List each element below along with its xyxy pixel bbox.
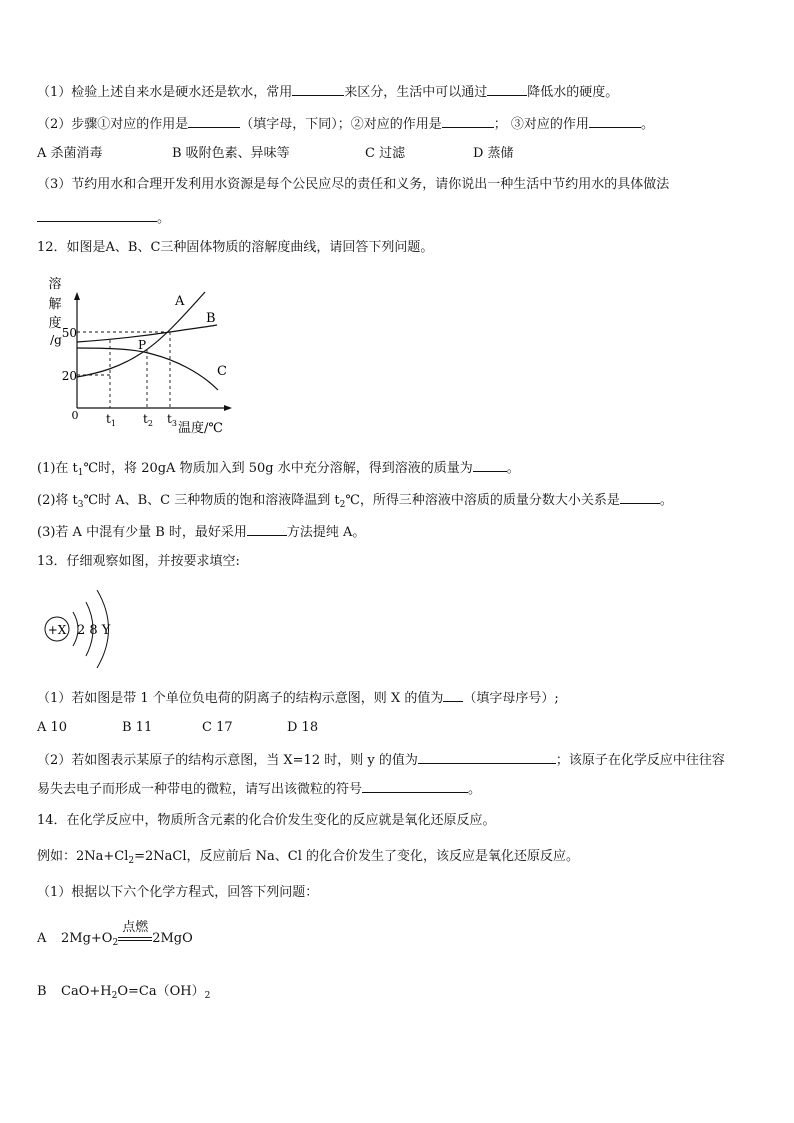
y-axis-label-char: 溶 [48,277,62,292]
q11-part1: （1）检验上述自来水是硬水还是软水，常用 来区分，生活中可以通过 降低水的硬度。 [37,82,618,102]
option-c: C 17 [202,720,233,735]
q11-part3-answer: 。 [37,208,170,228]
q13-title: 13．仔细观察如图，并按要求填空: [37,554,240,569]
option-a: A 10 [37,720,68,735]
point-p-label: P [138,338,147,352]
option-c: C 过滤 [365,146,406,161]
y-axis-label-char: 解 [48,297,62,312]
y-axis-label-char: 度 [48,316,62,331]
q12-part3: (3)若 A 中混有少量 B 时，最好采用 方法提纯 A。 [37,522,365,542]
x-axis-label: 温度/℃ [178,421,223,436]
answer-blank[interactable] [473,458,507,472]
nucleus-label: +X [47,623,67,637]
reaction-arrow [118,920,152,952]
q13-part2-cont: 易失去电子而形成一种带电的微粒，请写出该微粒的符号 。 [37,779,481,799]
answer-blank[interactable] [188,114,240,128]
y-tick-label: 20 [61,369,77,383]
answer-blank[interactable] [292,82,344,96]
curve-c [77,348,218,390]
q14-title: 14．在化学反应中，物质所含元素的化合价发生变化的反应就是氧化还原反应。 [37,813,496,828]
y-axis-arrow [74,292,80,300]
answer-blank[interactable] [37,208,157,222]
answer-blank[interactable] [247,522,287,536]
answer-blank[interactable] [362,779,468,793]
x-tick-label: $t_2$ [143,412,153,428]
answer-blank[interactable] [620,490,660,504]
y-tick-label: 50 [61,326,77,340]
x-tick-label: $t_3$ [167,412,177,428]
option-b: B 11 [122,720,153,735]
answer-blank[interactable] [442,114,494,128]
option-d: D 蒸储 [473,146,514,161]
answer-blank[interactable] [589,114,641,128]
q14-part1: （1）根据以下六个化学方程式，回答下列问题： [37,885,319,900]
q12-title: 12．如图是A、B、C三种固体物质的溶解度曲线，请回答下列问题。 [37,240,434,255]
q11-part2: （2）步骤①对应的作用是 （填字母，下同）；②对应的作用是 ； ③对应的作用 。 [37,114,654,134]
x-axis-arrow [224,405,232,411]
series-label-a: A [175,294,185,309]
solubility-chart [40,270,240,440]
q13-options [37,719,318,737]
q14-example: 例如：$2Na+Cl_2=2NaCl$，反应前后 Na、Cl 的化合价发生了变化，该反应是氧化还原反应。 [37,849,580,866]
option-d: D 18 [287,720,319,735]
answer-blank[interactable] [443,688,463,702]
q12-part1: (1)在 $t_1℃$时，将 20gA 物质加入到 50g 水中充分溶解，得到溶液的质量为 。 [37,458,520,482]
shell-electrons: 2 8 Y [77,623,111,638]
q11-options [37,145,514,163]
y-axis-label-char: /g [50,333,62,347]
curve-b [77,325,217,342]
curve-a [77,292,205,377]
answer-blank[interactable] [418,750,556,764]
answer-blank[interactable] [487,82,527,96]
x-tick-label: $t_1$ [106,412,116,428]
atom-structure-diagram [40,582,130,674]
origin-label: 0 [71,409,79,422]
q13-part2: （2）若如图表示某原子的结构示意图，当 X=12 时，则 y 的值为 ；该原子在化学反应中往往容 [37,750,725,770]
series-label-c: C [217,364,227,379]
reaction-condition: 点燃 [122,920,149,935]
equation-a: A $2Mg+O_2$ 点燃 2MgO [37,930,193,952]
option-b: B 吸附色素、异味等 [172,146,290,161]
equation-b: B $CaO+H_2O=Ca(OH)_2$ [37,984,211,1001]
q11-part3: （3）节约用水和合理开发利用水资源是每个公民应尽的责任和义务，请你说出一种生活中节约用水的具体做法 [37,177,670,192]
series-label-b: B [206,311,216,326]
q13-part1: （1）若如图是带 1 个单位负电荷的阴离子的结构示意图，则 X 的值为 （填字母序号）; [37,688,559,708]
q12-part2: (2)将 $t_3℃$时 A、B、C 三种物质的饱和溶液降温到 $t_2℃$，所得三种溶液中溶质的质量分数大小关系是 。 [37,490,673,514]
option-a: A 杀菌消毒 [37,146,103,161]
